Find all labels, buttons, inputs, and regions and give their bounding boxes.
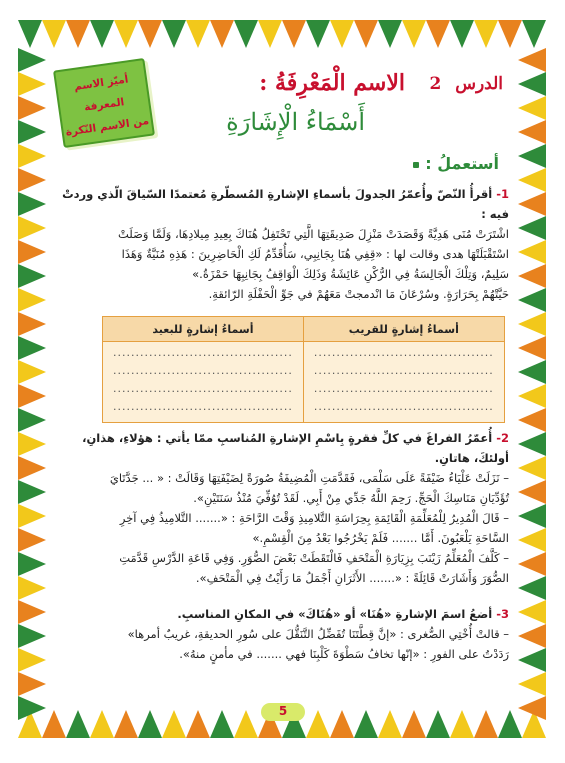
passage-line: حَيَّتْهُمْ بِحَرَارَةٍ. وسُرْعَانَ مَا انْدمجتْ مَعَهُمْ في جَوِّ الْحَفْلَةِ الرّائقةِ.: [208, 287, 509, 301]
question-2-instruction: [55, 428, 509, 468]
question-1: [55, 184, 509, 304]
border-chevron: [18, 648, 46, 672]
badge-text: [58, 66, 150, 139]
border-chevron: [18, 20, 42, 48]
page-subtitle: أَسْمَاءُ الْإِشَارَةِ: [226, 108, 365, 136]
border-chevron: [18, 144, 46, 168]
border-chevron: [18, 408, 46, 432]
exercise-line: تُؤَدِّيَانِ مَنَاسِكَ الْحَجِّ. رَحِمَ اللَّهُ جَدِّي مِنْ أَبِي. لَقَدْ تُوُفِّيَ مُنْذُ سَنَتَيْنِ».: [193, 491, 509, 505]
border-chevron: [42, 20, 66, 48]
dotted-line: ........................................: [113, 346, 293, 359]
border-chevron: [18, 288, 46, 312]
border-chevron: [306, 20, 330, 48]
border-chevron: [518, 576, 546, 600]
border-chevron: [518, 288, 546, 312]
border-chevron: [518, 504, 546, 528]
border-chevron: [518, 360, 546, 384]
question-1-number: 1-: [496, 187, 509, 201]
passage-line: اسْتَقْبَلَتْهَا هدى وقالت لها : «قِفِي هُنَا بِجَانِبِي، سَأُقَدِّمُ لَكِ الْحَاضِرِينَ : هَذِهِ مُنَيَّةٌ وَهَذَا: [121, 247, 509, 261]
exercise-line: – قالتْ أُخْتِي الصُّغرى : «إنَّ قِطَّتَنَا تُفَضِّلُ التَّنَقُّلَ على سُورِ الحديقةِ، غريبٌ أمرها»: [127, 627, 509, 641]
question-3-instruction: [55, 604, 509, 624]
exercise-line: – نَزَلَتْ عَلْيَاءُ ضَيْفَةً عَلَى سَلْمَى، فَقَدَّمَتِ الْمُضِيفَةُ صُورَةً لِضَيْفَتِهَا وَقَالَتْ : « ... جَدَّتَايَ: [109, 471, 509, 485]
exercise-line: – قَالَ الْمُدِيرُ لِلْمُعَلِّمَةِ الْقَائِمَةِ بِحِرَاسَةِ التَّلامِيذِ وَقْتَ الرَّاحَةِ : «....... التَّلامِيذُ فِي آخِرِ: [119, 511, 509, 525]
border-chevron: [518, 96, 546, 120]
border-chevron: [138, 20, 162, 48]
border-chevron: [18, 264, 46, 288]
border-chevron: [330, 710, 354, 738]
border-chevron: [518, 336, 546, 360]
border-chevron: [518, 456, 546, 480]
border-chevron: [354, 20, 378, 48]
border-chevron: [18, 504, 46, 528]
page-title: الاسم الْمَعْرِفَةُ :: [259, 70, 405, 96]
border-chevron: [402, 20, 426, 48]
question-2-number: 2-: [496, 431, 509, 445]
border-chevron: [378, 20, 402, 48]
border-chevron: [18, 192, 46, 216]
border-chevron: [162, 710, 186, 738]
dotted-line: ........................................: [313, 364, 494, 377]
border-chevron: [66, 20, 90, 48]
column-header-far: أسماءُ إشارةٍ للبعيد: [103, 317, 304, 342]
border-chevron: [18, 576, 46, 600]
border-chevron: [258, 20, 282, 48]
border-chevron: [518, 408, 546, 432]
border-chevron: [426, 20, 450, 48]
border-chevron: [282, 20, 306, 48]
border-chevron: [210, 710, 234, 738]
lesson-word: الدرس: [455, 74, 503, 94]
border-chevron: [450, 20, 474, 48]
border-chevron: [518, 600, 546, 624]
dotted-line: ........................................: [313, 400, 494, 413]
passage-line: اشْتَرَتْ مُنَى هَدِيَّةً وَقَصَدَتْ مَنْزِلَ صَدِيقَتِهَا الَّتِي تَحْتَفِلُ هُنَاكَ بِعِيدِ مِيلادِهَا، وَلَمَّا وَصَلَتْ: [118, 227, 509, 241]
border-chevron: [518, 672, 546, 696]
border-chevron: [522, 20, 546, 48]
border-chevron: [474, 20, 498, 48]
border-chevron: [114, 20, 138, 48]
border-chevron: [90, 710, 114, 738]
border-chevron: [18, 48, 46, 72]
border-chevron: [402, 710, 426, 738]
border-chevron: [426, 710, 450, 738]
exercise-line: – كَلَّفَ الْمُعَلِّمُ زَيْنَبَ بِزِيَارَةِ الْمَتْحَفِ فَالْتَقَطَتْ بَعْضَ الصُّوَرِ. وَفِي قَاعَةِ الدَّرْسِ قَدَّمَتِ: [119, 551, 509, 565]
dotted-line: ........................................: [113, 382, 293, 395]
border-chevron: [518, 552, 546, 576]
border-chevron: [378, 710, 402, 738]
border-chevron: [18, 432, 46, 456]
passage-line: سَلِيمٌ، وَتِلْكَ الْجَالِسَةُ فِي الرُّكْنِ عَائِشَةُ وَذَلِكَ الْوَاقِفُ بِجَانِبِهَا حَمْزَةُ.»: [192, 267, 509, 281]
border-chevron: [18, 552, 46, 576]
border-chevron: [330, 20, 354, 48]
border-chevron: [474, 710, 498, 738]
border-chevron: [518, 216, 546, 240]
border-chevron: [18, 672, 46, 696]
border-chevron: [18, 240, 46, 264]
border-chevron: [18, 360, 46, 384]
border-chevron: [518, 432, 546, 456]
border-chevron: [518, 624, 546, 648]
page-number-badge: [255, 703, 311, 723]
exercise-line: رَدَدْتُ على الفورِ : «إنّها تخافُ سَطْوَةَ كَلْبِنَا فهي ....... في مأمنٍ منهُ».: [179, 647, 509, 661]
border-chevron: [18, 600, 46, 624]
border-chevron: [518, 48, 546, 72]
border-chevron: [498, 20, 522, 48]
question-2-text: أُعمّرُ الفراغَ في كلِّ فقرةٍ بِاسْمِ الإشارةِ المُناسبِ ممّا يأتي : هؤلاءِ، هذانِ، أولئكَ، هاتانِ.: [82, 431, 509, 465]
exercise-line: الصُّوَرَ وَأَشَارَتْ قَائِلَةً : «....... الأَثَرَانِ أَجْمَلُ مَا رَأَيْتُ فِي الْمَتْحَفِ».: [195, 571, 509, 585]
border-chevron: [18, 624, 46, 648]
border-chevron: [518, 480, 546, 504]
border-chevron: [42, 710, 66, 738]
page-number: 5: [278, 704, 288, 718]
dotted-line: ........................................: [113, 364, 293, 377]
border-chevron: [18, 384, 46, 408]
question-3-text: أضعُ اسمَ الإشارةِ «هُنَا» أو «هُنَاكَ» في المكانِ المناسبِ.: [177, 607, 493, 621]
border-chevron: [186, 710, 210, 738]
border-chevron: [518, 528, 546, 552]
section-heading: أستعملُ :: [413, 154, 499, 173]
question-2: [55, 428, 509, 588]
border-chevron: [518, 192, 546, 216]
border-chevron: [18, 168, 46, 192]
border-chevron: [114, 710, 138, 738]
answer-cell-far[interactable]: [103, 342, 304, 423]
border-chevron: [354, 710, 378, 738]
demonstratives-table: [102, 316, 505, 423]
answer-cell-near[interactable]: [303, 342, 504, 423]
border-chevron: [518, 72, 546, 96]
border-chevron: [18, 312, 46, 336]
border-chevron: [18, 96, 46, 120]
border-chevron: [518, 648, 546, 672]
border-chevron: [210, 20, 234, 48]
dotted-line: ........................................: [313, 382, 494, 395]
objective-badge: [53, 58, 155, 148]
badge-line-1: أميّز الاسم المعرفة: [73, 73, 130, 114]
question-3: [55, 604, 509, 664]
border-chevron: [518, 312, 546, 336]
badge-line-2: من الاسم النّكرة: [64, 114, 150, 139]
border-chevron: [234, 20, 258, 48]
border-chevron: [138, 710, 162, 738]
border-chevron: [450, 710, 474, 738]
border-chevron: [162, 20, 186, 48]
border-chevron: [18, 336, 46, 360]
column-header-near: أسماءُ إشارةٍ للقريب: [303, 317, 504, 342]
border-chevron: [18, 72, 46, 96]
border-chevron: [18, 528, 46, 552]
border-chevron: [518, 384, 546, 408]
border-chevron: [90, 20, 114, 48]
lesson-label: [429, 74, 503, 94]
lesson-number: 2: [429, 74, 442, 94]
question-3-number: 3-: [496, 607, 509, 621]
border-chevron: [498, 710, 522, 738]
exercise-line: السَّاحَةِ يَلْعَبُونَ. أَمَّا ....... فَلَمْ يَخْرُجُوا بَعْدُ مِنَ الْقِسْمِ.»: [252, 531, 509, 545]
dotted-line: ........................................: [313, 346, 494, 359]
border-chevron: [18, 120, 46, 144]
question-1-text: أقرأُ النّصّ وأُعمّرُ الجدولَ بأسماءِ الإشارةِ المُسطّرةِ مُعتمدًا السّياقَ الّذي وردتْ فيه :: [62, 187, 509, 221]
question-1-instruction: [55, 184, 509, 224]
border-chevron: [18, 456, 46, 480]
border-chevron: [518, 120, 546, 144]
border-chevron: [18, 216, 46, 240]
border-chevron: [186, 20, 210, 48]
border-chevron: [518, 144, 546, 168]
border-chevron: [518, 168, 546, 192]
border-chevron: [518, 264, 546, 288]
border-chevron: [66, 710, 90, 738]
border-chevron: [18, 480, 46, 504]
dotted-line: ........................................: [113, 400, 293, 413]
border-chevron: [518, 240, 546, 264]
